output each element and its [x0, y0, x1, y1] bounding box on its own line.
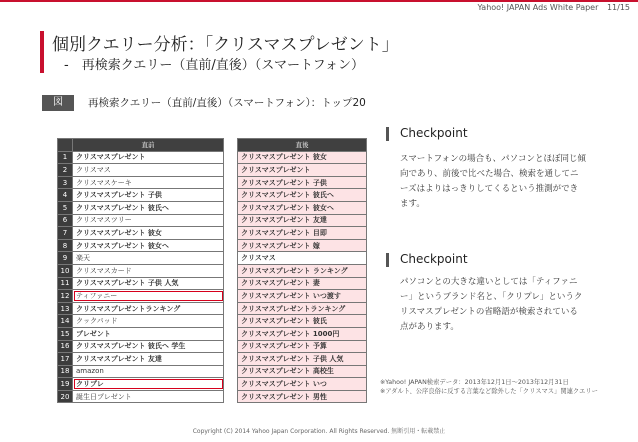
- checkpoint-2-heading: Checkpoint: [400, 252, 468, 266]
- table-row: [238, 340, 367, 353]
- after-query-cell: クリスマスプレゼント 嫁: [238, 239, 367, 252]
- after-query-cell: クリスマスプレゼント 高校生: [238, 365, 367, 378]
- after-query-cell: クリスマスプレゼント 子供: [238, 176, 367, 189]
- rank-number: 8: [58, 239, 73, 252]
- note-line-2: ※アダルト、公序良俗に反する言葉など除外した「クリスマス」関連クエリー: [380, 388, 598, 395]
- after-query-cell: クリスマスプレゼントランキング: [238, 302, 367, 315]
- table-row: [238, 227, 367, 240]
- before-query-cell: プレゼント: [73, 327, 224, 340]
- table-row: [58, 227, 224, 240]
- after-query-cell: クリスマスプレゼント 子供 人気: [238, 353, 367, 366]
- before-query-cell: クリプレ: [73, 378, 224, 391]
- after-query-cell: クリスマスプレゼント 予算: [238, 340, 367, 353]
- rank-header-blank: [58, 139, 73, 152]
- table-row: [238, 239, 367, 252]
- before-query-cell: 誕生日プレゼント: [73, 390, 224, 403]
- table-row: [58, 315, 224, 328]
- table-row: [238, 264, 367, 277]
- table-row: [238, 164, 367, 177]
- table-row: [238, 189, 367, 202]
- brand-text: Yahoo! JAPAN Ads White Paper: [477, 3, 599, 12]
- before-query-cell: クリスマスプレゼント: [73, 151, 224, 164]
- table-row: [58, 252, 224, 265]
- top-accent-line: [0, 0, 638, 2]
- before-query-cell: ティファニー: [73, 290, 224, 303]
- after-query-cell: クリスマスプレゼント 1000円: [238, 327, 367, 340]
- table-row: [58, 164, 224, 177]
- after-query-table: [237, 138, 367, 403]
- table-row: [238, 290, 367, 303]
- checkpoint-1-text: スマートフォンの場合も、パソコンとほぼ同じ傾向であり、前後で比べた場合、検索を通してニーズはよりはっきりしてくるという推測ができます。: [400, 154, 586, 209]
- table-row: [58, 365, 224, 378]
- before-query-cell: 楽天: [73, 252, 224, 265]
- table-row: [238, 201, 367, 214]
- data-notes: [380, 378, 598, 396]
- rank-number: 19: [58, 378, 73, 391]
- figure-tag: 図: [42, 95, 74, 111]
- rank-number: 2: [58, 164, 73, 177]
- before-query-cell: クックパッド: [73, 315, 224, 328]
- table-row: [58, 201, 224, 214]
- after-query-cell: クリスマスプレゼント いつ渡す: [238, 290, 367, 303]
- before-query-cell: クリスマスプレゼント 友達: [73, 353, 224, 366]
- checkpoint-1-bar: [386, 127, 389, 141]
- rank-number: 9: [58, 252, 73, 265]
- rank-number: 10: [58, 264, 73, 277]
- table-row: [58, 390, 224, 403]
- table-row: [238, 390, 367, 403]
- after-query-cell: クリスマスプレゼント 彼女へ: [238, 201, 367, 214]
- table-row: [58, 290, 224, 303]
- header-brand: [478, 3, 631, 12]
- rank-number: 5: [58, 201, 73, 214]
- rank-number: 11: [58, 277, 73, 290]
- table-row: [238, 214, 367, 227]
- table-row: [58, 353, 224, 366]
- after-query-cell: クリスマスプレゼント 男性: [238, 390, 367, 403]
- before-query-cell: クリスマスカード: [73, 264, 224, 277]
- after-query-cell: クリスマスプレゼント 目即: [238, 227, 367, 240]
- before-query-cell: クリスマスプレゼント 彼氏へ: [73, 201, 224, 214]
- after-query-cell: クリスマスプレゼント 彼氏: [238, 315, 367, 328]
- table-row: [58, 151, 224, 164]
- rank-number: 17: [58, 353, 73, 366]
- footer-copyright: Copyright (C) 2014 Yahoo Japan Corporation. All Rights Reserved. 無断引用・転載禁止: [192, 428, 446, 435]
- checkpoint-2-bar: [386, 253, 389, 267]
- before-column-header: 直前: [73, 139, 224, 152]
- before-query-table: [57, 138, 224, 403]
- before-query-cell: クリスマスプレゼント 子供: [73, 189, 224, 202]
- table-row: [238, 315, 367, 328]
- rank-number: 4: [58, 189, 73, 202]
- table-row: [238, 277, 367, 290]
- checkpoint-1-heading: Checkpoint: [400, 126, 468, 140]
- table-row: [238, 378, 367, 391]
- after-query-cell: クリスマスプレゼント 友達: [238, 214, 367, 227]
- after-column-header: 直後: [238, 139, 367, 152]
- table-row: [58, 264, 224, 277]
- before-query-cell: クリスマスプレゼント 子供 人気: [73, 277, 224, 290]
- table-row: [58, 189, 224, 202]
- table-row: [238, 176, 367, 189]
- before-query-cell: クリスマス: [73, 164, 224, 177]
- table-row: [238, 302, 367, 315]
- table-row: [58, 277, 224, 290]
- table-row: [238, 252, 367, 265]
- rank-number: 18: [58, 365, 73, 378]
- before-query-cell: クリスマスプレゼントランキング: [73, 302, 224, 315]
- table-row: [58, 378, 224, 391]
- table-row: [238, 327, 367, 340]
- rank-number: 1: [58, 151, 73, 164]
- table-row: [58, 302, 224, 315]
- checkpoint-2-text: パソコンとの大きな違いとしては「ティファニー」というブランド名と、「クリプレ」というクリスマスプレゼントの省略語が検索されている点があります。: [400, 277, 583, 332]
- rank-number: 13: [58, 302, 73, 315]
- rank-number: 16: [58, 340, 73, 353]
- table-row: [58, 214, 224, 227]
- before-query-cell: クリスマスプレゼント 彼氏へ 学生: [73, 340, 224, 353]
- rank-number: 6: [58, 214, 73, 227]
- table-row: [238, 151, 367, 164]
- rank-number: 15: [58, 327, 73, 340]
- after-query-cell: クリスマス: [238, 252, 367, 265]
- title-accent-bar: [40, 31, 44, 73]
- after-query-cell: クリスマスプレゼント 彼氏へ: [238, 189, 367, 202]
- rank-number: 14: [58, 315, 73, 328]
- after-query-cell: クリスマスプレゼント いつ: [238, 378, 367, 391]
- table-row: [58, 340, 224, 353]
- note-line-1: ※Yahoo! JAPAN検索データ：2013年12月1日～2013年12月31日: [380, 379, 569, 386]
- rank-number: 3: [58, 176, 73, 189]
- before-query-cell: クリスマスプレゼント 彼女: [73, 227, 224, 240]
- page-title: 個別クエリー分析：「クリスマスプレゼント」: [52, 35, 399, 55]
- table-row: [58, 327, 224, 340]
- rank-number: 20: [58, 390, 73, 403]
- after-query-cell: クリスマスプレゼント 彼女: [238, 151, 367, 164]
- before-query-cell: amazon: [73, 365, 224, 378]
- table-row: [58, 176, 224, 189]
- figure-caption: 再検索クエリー（直前/直後）（スマートフォン）：トップ20: [88, 97, 366, 109]
- before-query-cell: クリスマスプレゼント 彼女へ: [73, 239, 224, 252]
- before-query-cell: クリスマスケーキ: [73, 176, 224, 189]
- rank-number: 12: [58, 290, 73, 303]
- table-row: [238, 365, 367, 378]
- after-query-cell: クリスマスプレゼント 妻: [238, 277, 367, 290]
- page-subtitle: - 再検索クエリー（直前/直後）（スマートフォン）: [64, 58, 365, 73]
- after-query-cell: クリスマスプレゼント: [238, 164, 367, 177]
- table-row: [58, 239, 224, 252]
- rank-number: 7: [58, 227, 73, 240]
- page-number: 11/15: [606, 3, 630, 12]
- after-query-cell: クリスマスプレゼント ランキング: [238, 264, 367, 277]
- before-query-cell: クリスマスツリー: [73, 214, 224, 227]
- table-row: [238, 353, 367, 366]
